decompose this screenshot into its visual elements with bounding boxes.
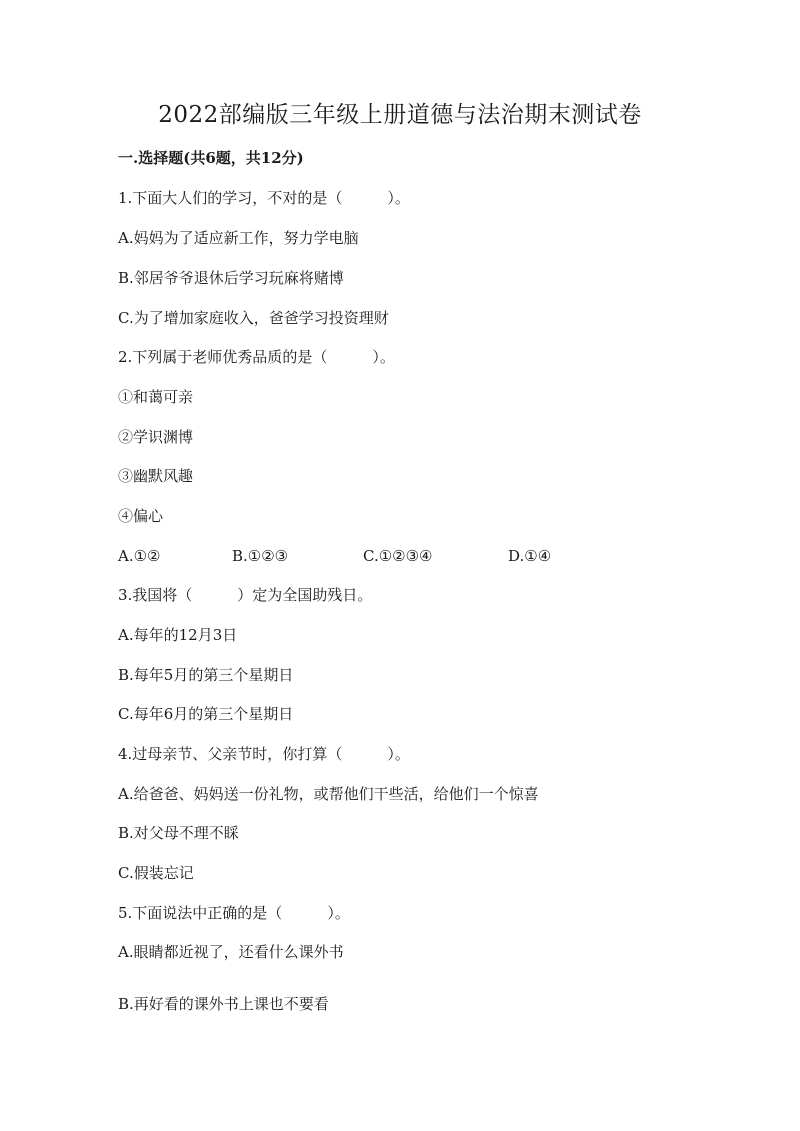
question-2-item-3: ③幽默风趣 xyxy=(118,467,194,485)
question-1-stem: 1.下面大人们的学习，不对的是（ ）。 xyxy=(118,189,410,207)
question-4-option-b: B.对父母不理不睬 xyxy=(118,824,239,842)
question-2-choice-b: B.①②③ xyxy=(232,547,289,565)
question-5-option-b: B.再好看的课外书上课也不要看 xyxy=(118,995,329,1013)
question-2-choice-d: D.①④ xyxy=(508,547,552,565)
page-title: 2022部编版三年级上册道德与法治期末测试卷 xyxy=(158,102,642,128)
question-2-item-1: ①和蔼可亲 xyxy=(118,388,194,406)
question-3-option-a: A.每年的12月3日 xyxy=(118,626,238,644)
question-1-option-b: B.邻居爷爷退休后学习玩麻将赌博 xyxy=(118,269,344,287)
question-2-item-4: ④偏心 xyxy=(118,507,164,525)
question-4-option-c: C.假装忘记 xyxy=(118,864,194,882)
question-5-stem: 5.下面说法中正确的是（ ）。 xyxy=(118,904,350,922)
question-2-choice-c: C.①②③④ xyxy=(363,547,433,565)
question-3-option-b: B.每年5月的第三个星期日 xyxy=(118,666,294,684)
question-2-stem: 2.下列属于老师优秀品质的是（ ）。 xyxy=(118,348,395,366)
section-heading: 一.选择题(共6题，共12分) xyxy=(118,149,304,167)
question-5-option-a: A.眼睛都近视了，还看什么课外书 xyxy=(118,943,344,961)
question-1-option-c: C.为了增加家庭收入，爸爸学习投资理财 xyxy=(118,309,389,327)
question-1-option-a: A.妈妈为了适应新工作，努力学电脑 xyxy=(118,229,359,247)
question-2-item-2: ②学识渊博 xyxy=(118,428,194,446)
question-4-stem: 4.过母亲节、父亲节时，你打算（ ）。 xyxy=(118,745,410,763)
question-4-option-a: A.给爸爸、妈妈送一份礼物，或帮他们干些活，给他们一个惊喜 xyxy=(118,785,539,803)
question-3-stem: 3.我国将（ ）定为全国助残日。 xyxy=(118,586,373,604)
question-3-option-c: C.每年6月的第三个星期日 xyxy=(118,705,294,723)
question-2-choice-a: A.①② xyxy=(118,547,161,565)
